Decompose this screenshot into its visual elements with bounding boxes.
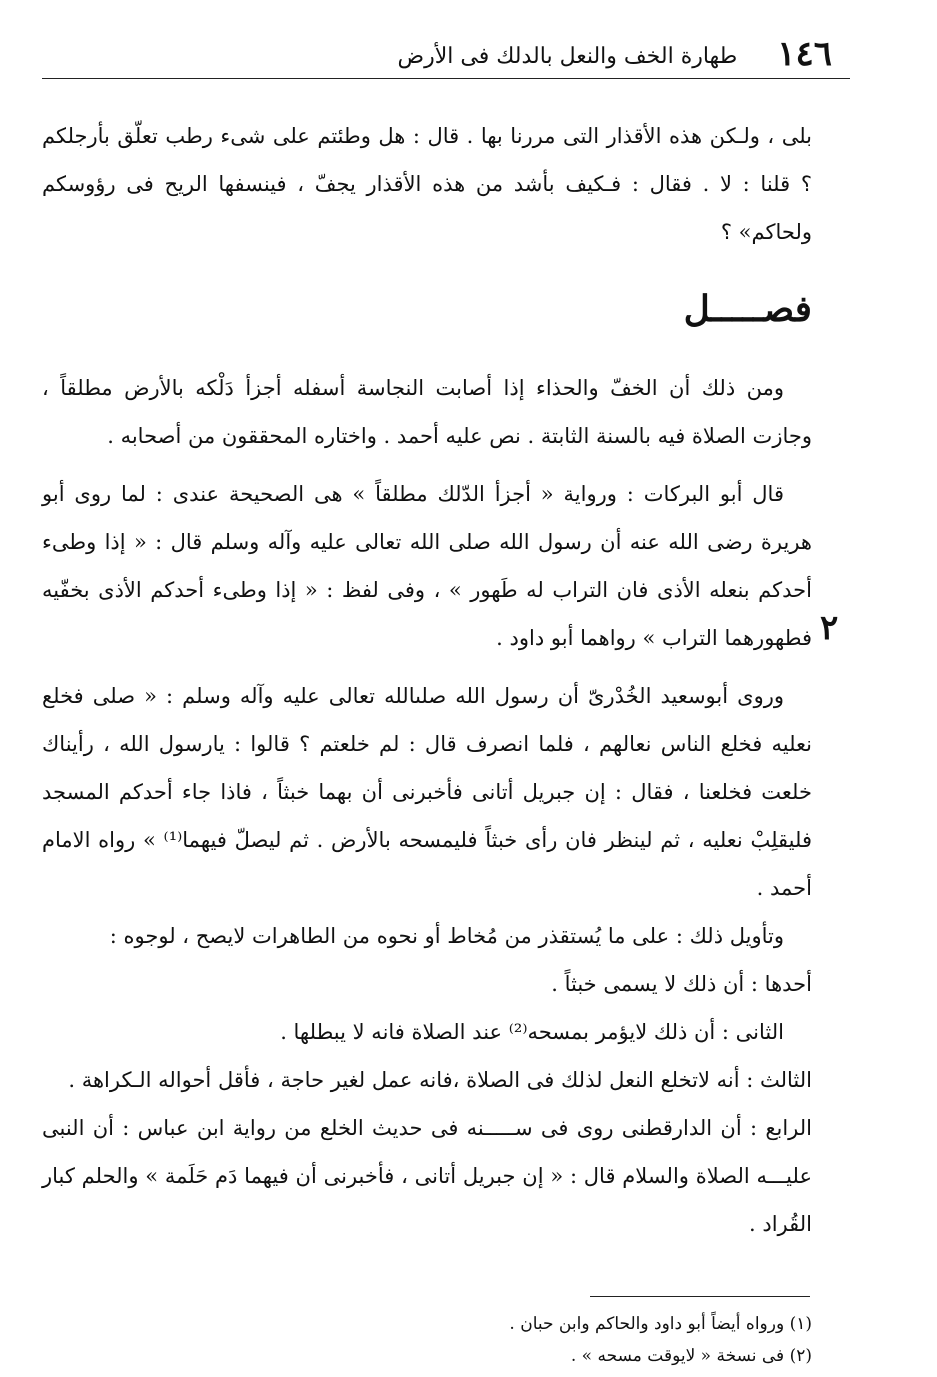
list-item-second: الثانى : أن ذلك لايؤمر بمسحه⁽²⁾ عند الصلاة فانه لا يبطلها .	[280, 1020, 784, 1044]
margin-mark: ٢	[820, 608, 839, 648]
running-title: طهارة الخف والنعل بالدلك فى الأرض	[397, 44, 738, 69]
paragraph: ومن ذلك أن الخفّ والحذاء إذا أصابت النجاسة أسفله أجزأ دَلْكه بالأرض مطلقاً ، وجازت الصلاة فيه بالسنة الثابتة . نص عليه أحمد . واختاره المحققون من أصحابه .	[42, 376, 812, 448]
list-item-first: أحدها : أن ذلك لا يسمى خبثاً .	[551, 972, 812, 996]
footnote-rule	[590, 1296, 810, 1297]
header-rule	[42, 78, 850, 79]
section-heading: فصـــــل	[683, 288, 812, 330]
paragraph-intro: بلى ، ولـكن هذه الأقذار التى مررنا بها . قال : هل وطئتم على شىء رطب تعلّق بأرجلكم ؟ قلنا : لا . فقال : فـكيف بأشد من هذه الأقذار يجفّ ، فينسفها الريح فى رؤوسكم ولحاكم» ؟	[42, 124, 812, 244]
paragraph: قال أبو البركات : ورواية « أجزأ الدّلك مطلقاً » هى الصحيحة عندى : لما روى أبو هريرة رضى الله عنه أن رسول الله صلى الله تعالى عليه وآله وسلم قال : « إذا وطىء أحدكم بنعله الأذى فان التراب له طَهور » ، وفى لفظ : « إذا وطىء أحدكم الأذى بخفّيه فطهورهما التراب » رواهما أبو داود .	[42, 482, 812, 650]
footnote-2: (٢) فى نسخة « لايوقت مسحه » .	[570, 1346, 812, 1366]
paragraph: وتأويل ذلك : على ما يُستقذر من مُخاط أو نحوه من الطاهرات لايصح ، لوجوه :	[109, 924, 784, 948]
list-item-third: الثالث : أنه لاتخلع النعل لذلك فى الصلاة ،فانه عمل لغير حاجة ، فأقل أحواله الـكراهة .	[68, 1068, 812, 1092]
footnotes	[42, 1308, 812, 1372]
paragraph: وروى أبوسعيد الخُدْرىّ أن رسول الله صلىالله تعالى عليه وآله وسلم : « صلى فخلع نعليه فخلع الناس نعالهم ، فلما انصرف قال : لم خلعتم ؟ قالوا : يارسول الله ، رأيناك خلعت فخلعنا ، فقال : إن جبريل أتانى فأخبرنى أن بهما خبثاً ، فاذا جاء أحدكم المسجد فليقلِبْ نعليه ، ثم لينظر فان رأى خبثاً فليمسحه بالأرض . ثم ليصلّ فيهما⁽¹⁾ » رواه الامام أحمد .	[42, 684, 812, 900]
page-header	[42, 30, 850, 74]
list-item-fourth: الرابع : أن الدارقطنى روى فى ســـــنه فى حديث الخلع من رواية ابن عباس : أن النبى عليـــه الصلاة والسلام قال : « إن جبريل أتانى ، فأخبرنى أن فيهما دَم حَلَمة » والحلم كبار القُراد .	[42, 1116, 812, 1236]
page-number: ١٤٦	[777, 34, 832, 74]
footnote-1: (١) ورواه أيضاً أبو داود والحاكم وابن حبان .	[509, 1314, 812, 1334]
main-text	[42, 112, 812, 1248]
